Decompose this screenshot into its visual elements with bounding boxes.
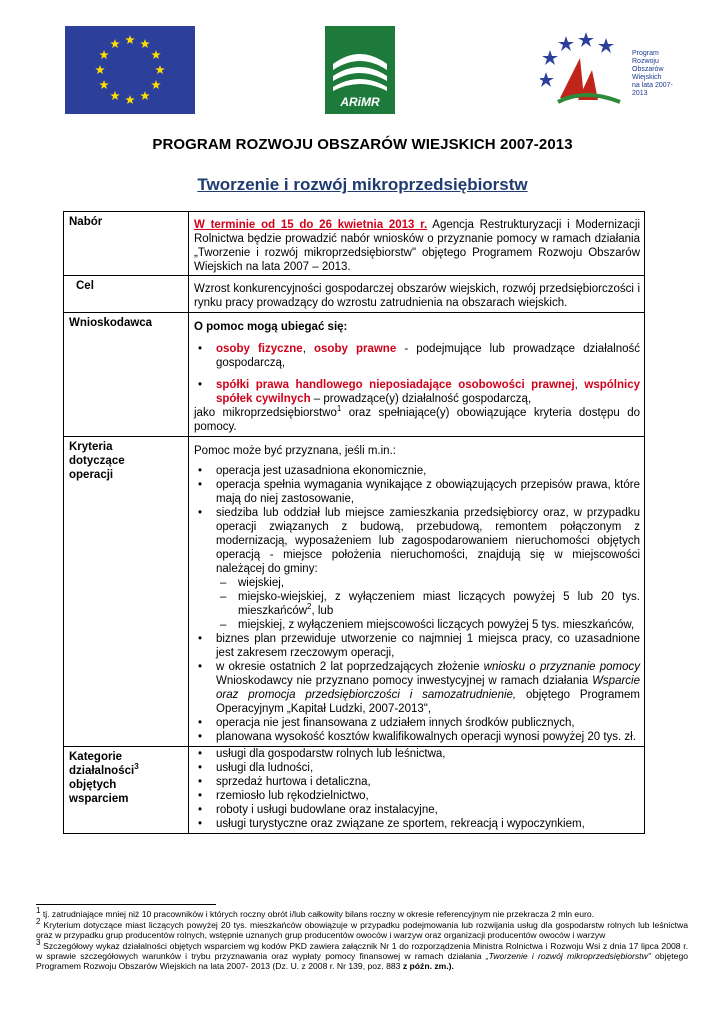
table-row-nabor bbox=[64, 212, 645, 276]
arimr-logo bbox=[325, 26, 395, 114]
nabor-text: Agencja Restrukturyzacji i Modernizacji Rolnictwa będzie prowadzić nabór wniosków o przyznanie pomocy w ramach działania „Tworzenie i rozwój mikroprzedsiębiorstw" objętego Programem Rozwoju Obszarów Wiejskich na lata 2007 – 2013. bbox=[194, 219, 640, 273]
page-title: Tworzenie i rozwój mikroprzedsiębiorstw bbox=[197, 175, 528, 194]
prow-logo-text: Program Rozwoju Obszarów Wiejskich na lata 2007-2013 bbox=[632, 50, 673, 97]
list-item: • spółki prawa handlowego nieposiadające osobowości prawnej, wspólnicy spółek cywilnych – prowadzące(y) działalność gospodarczą, bbox=[194, 378, 640, 406]
star-icon bbox=[125, 95, 135, 104]
list-item: • siedziba lub oddział lub miejsce zamieszkania przedsiębiorcy oraz, w przypadku operacji związanych z budową, przebudową, remontem połączonym z modernizacją, wyposażeniem lub zagospodarowaniem nieruchomości objętych operacją - miejsce położenia nieruchomości, znajdują się w miejscowości należącej do gminy: – wiejskiej, – miejsko-wiejskiej, z wyłączeniem miast liczących powyżej 5 lub 20 tys. mieszkańców$^2$, lub – miejskiej, z wyłączeniem miejscowości liczących powyżej 5 tys. mieszkańców, bbox=[194, 506, 640, 632]
footnote-3: $^3$ Szczegółowy wykaz działalności objętych wsparciem wg kodów PKD zawiera załącznik Nr 1 do rozporządzenia Ministra Rolnictwa i Rozwoju Wsi z dnia 17 lipca 2008 r. w sprawie szczegółowych warunków i trybu przyznawania oraz wypłaty pomocy finansowej w ramach działania „Tworzenie i rozwój mikroprzedsiębiorstw" objętego Programem Rozwoju Obszarów Wiejskich na lata 2007- 2013 (Dz. U. z 2008 r. Nr 139, poz. 883 z późn. zm.). bbox=[36, 938, 689, 971]
table-row-cel bbox=[64, 276, 645, 313]
label-wnioskodawca: Wnioskodawca bbox=[64, 313, 189, 437]
value-nabor bbox=[189, 212, 645, 276]
list-item: • osoby fizyczne, osoby prawne - podejmujące lub prowadzące działalność gospodarczą, bbox=[194, 342, 640, 370]
table-row-kategorie bbox=[64, 747, 645, 834]
list-item: • planowana wysokość kosztów kwalifikowalnych operacji wynosi powyżej 20 tys. zł. bbox=[194, 730, 640, 744]
star-icon bbox=[140, 39, 150, 48]
list-item: – miejsko-wiejskiej, z wyłączeniem miast liczących powyżej 5 lub 20 tys. mieszkańców$^2$, lub bbox=[216, 590, 640, 618]
svg-text:ARiMR: ARiMR bbox=[340, 95, 380, 109]
list-item: • roboty i usługi budowlane oraz instalacyjne, bbox=[194, 803, 640, 817]
list-item: • rzemiosło lub rękodzielnictwo, bbox=[194, 789, 640, 803]
logo-bar bbox=[0, 0, 725, 120]
footnote-1: $^1$ tj. zatrudniające mniej niż 10 pracowników i których roczny obrót i/lub całkowity bilans roczny w okresie referencyjnym nie przekracza 2 mln euro. bbox=[36, 906, 595, 919]
value-wnioskodawca bbox=[189, 313, 645, 437]
eu-flag-icon bbox=[65, 26, 195, 114]
value-kryteria bbox=[189, 437, 645, 747]
star-icon bbox=[155, 65, 165, 74]
list-item: • sprzedaż hurtowa i detaliczna, bbox=[194, 775, 640, 789]
list-item: • usługi dla ludności, bbox=[194, 761, 640, 775]
star-icon bbox=[99, 50, 109, 59]
label-kryteria: Kryteria dotyczące operacji bbox=[64, 437, 189, 747]
star-icon bbox=[125, 35, 135, 44]
list-item: • w okresie ostatnich 2 lat poprzedzających złożenie wniosku o przyznanie pomocy Wnioskodawcy nie przyznano pomocy inwestycyjnej w ramach działania Wsparcie oraz promocja przedsiębiorczości i samozatrudnienie, objętego Programem Operacyjnym „Kapitał Ludzki, 2007-2013", bbox=[194, 660, 640, 716]
applicants-closing: jako mikroprzedsiębiorstwo$^1$ oraz spełniające(y) obowiązujące kryteria dostępu do pomocy. bbox=[194, 404, 640, 433]
list-item: – miejskiej, z wyłączeniem miejscowości liczących powyżej 5 tys. mieszkańców, bbox=[216, 618, 640, 632]
program-title: PROGRAM ROZWOJU OBSZARÓW WIEJSKICH 2007-2013 bbox=[152, 136, 573, 153]
star-icon bbox=[151, 80, 161, 89]
applicants-intro: O pomoc mogą ubiegać się: bbox=[194, 321, 348, 333]
info-table bbox=[63, 211, 645, 834]
value-cel: Wzrost konkurencyjności gospodarczej obszarów wiejskich, rozwój przedsiębiorczości i rynku pracy prowadzący do wzrostu zatrudnienia na obszarach wiejskich. bbox=[189, 276, 645, 313]
deadline-highlight: W terminie od 15 do 26 kwietnia 2013 r. bbox=[194, 219, 428, 231]
criteria-intro: Pomoc może być przyznana, jeśli m.in.: bbox=[194, 445, 396, 457]
star-icon bbox=[151, 50, 161, 59]
prow-logo bbox=[540, 28, 675, 108]
label-cel: Cel bbox=[64, 276, 189, 313]
value-kategorie bbox=[189, 747, 645, 834]
list-item: • biznes plan przewiduje utworzenie co najmniej 1 miejsca pracy, co uzasadnione jest zakresem rzeczowym operacji, bbox=[194, 632, 640, 660]
list-item: • operacja spełnia wymagania wynikające z obowiązujących przepisów prawa, które mają do niej zastosowanie, bbox=[194, 478, 640, 506]
list-item: • usługi dla gospodarstw rolnych lub leśnictwa, bbox=[194, 747, 640, 761]
footnotes bbox=[36, 906, 689, 972]
star-icon bbox=[110, 91, 120, 100]
footnote-divider bbox=[36, 904, 216, 905]
list-item: – wiejskiej, bbox=[216, 576, 640, 590]
list-item: • usługi turystyczne oraz związane ze sportem, rekreacją i wypoczynkiem, bbox=[194, 817, 640, 831]
list-item: • operacja jest uzasadniona ekonomicznie, bbox=[194, 464, 640, 478]
footnote-2: $^2$ Kryterium dotyczące miast liczących powyżej 20 tys. mieszkańców obowiązuje w przypadku podejmowania lub rozwijania usług dla gospodarstw rolnych lub leśnictwa oraz w przypadku grup producentów rolnych, wstępnie uznanych grup producentów owoców i warzyw oraz organizacji producentów owoców i warzyw bbox=[36, 917, 688, 940]
label-nabor: Nabór bbox=[64, 212, 189, 276]
list-item: • operacja nie jest finansowana z udziałem innych środków publicznych, bbox=[194, 716, 640, 730]
label-kategorie: Kategorie działalności$^3$ objętych wsparciem bbox=[64, 747, 189, 834]
table-row-wnioskodawca bbox=[64, 313, 645, 437]
star-icon bbox=[110, 39, 120, 48]
star-icon bbox=[95, 65, 105, 74]
star-icon bbox=[140, 91, 150, 100]
table-row-kryteria bbox=[64, 437, 645, 747]
star-icon bbox=[99, 80, 109, 89]
